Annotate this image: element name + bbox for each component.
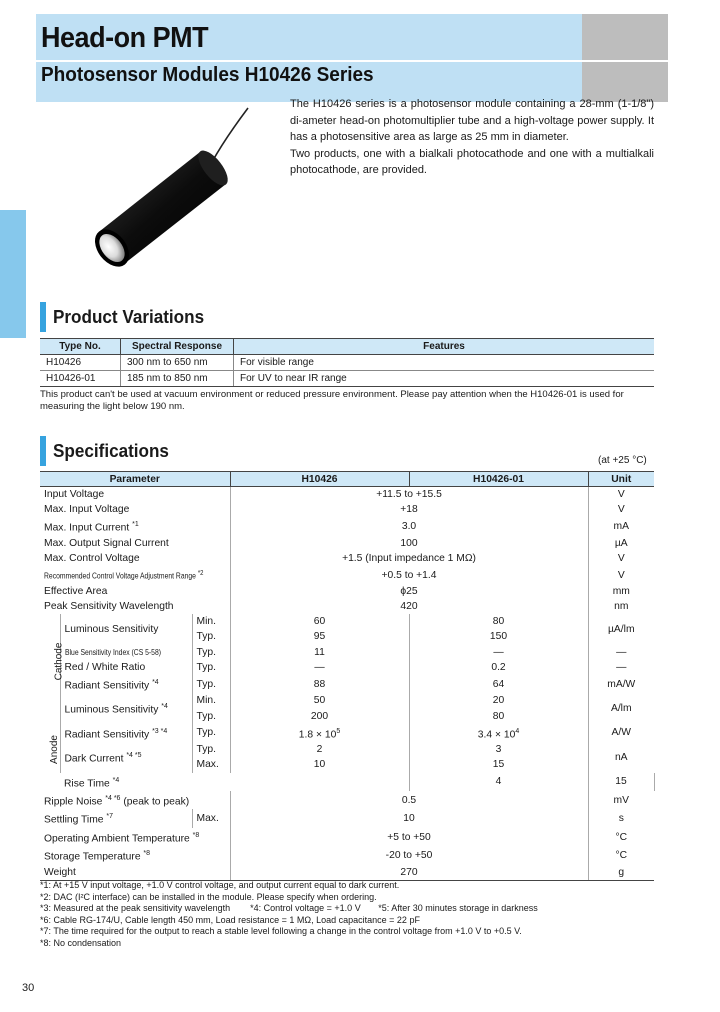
param-unit: V	[588, 487, 654, 503]
param-value: +18	[230, 502, 588, 517]
table-row	[40, 724, 654, 742]
param-label: Rise Time $^{*4}$	[64, 776, 120, 789]
param-unit: g	[588, 865, 654, 881]
table-row	[40, 599, 654, 614]
typ-qualifier: Typ.	[192, 742, 230, 757]
col-parameter: Parameter	[40, 472, 230, 487]
value-h10426-01: 15	[588, 773, 654, 791]
value-h10426-01: 0.2	[409, 660, 588, 675]
product-photo	[40, 104, 275, 284]
table-row	[40, 517, 654, 535]
intro-paragraph-2: Two products, one with a bialkali photocathode and one with a multialkali photocathode, are provided.	[290, 147, 654, 177]
value-h10426-01: $3.4 \times 10^4$	[409, 724, 588, 742]
footnote-3: *3: Measured at the peak sensitivity wavelength	[40, 903, 231, 914]
col-spectral-response: Spectral Response	[121, 339, 234, 355]
param-value: +0.5 to +1.4	[230, 566, 588, 584]
table-row	[40, 828, 654, 846]
col-unit: Unit	[588, 472, 654, 487]
param-unit: —	[588, 645, 654, 660]
typ-qualifier: Typ.	[192, 629, 230, 644]
value-h10426: 11	[230, 645, 409, 660]
page-title: Head-on PMT	[41, 22, 209, 54]
value-h10426-01: —	[409, 645, 588, 660]
param-label: Peak Sensitivity Wavelength	[44, 601, 174, 613]
param-unit: µA/lm	[588, 614, 654, 644]
specifications-heading: Specifications	[40, 436, 175, 466]
cathode-group-label: Cathode	[53, 642, 65, 681]
param-value: 0.5	[230, 791, 588, 809]
param-value: +5 to +50	[230, 828, 588, 846]
param-unit: °C	[588, 846, 654, 864]
side-tab	[0, 210, 26, 338]
table-row	[40, 675, 654, 693]
table-row	[40, 693, 654, 708]
value-h10426-01: 15	[409, 757, 588, 772]
table-row	[40, 791, 654, 809]
table-row	[40, 551, 654, 566]
param-unit: µA	[588, 536, 654, 551]
table-row	[40, 355, 654, 371]
heading-accent-bar	[40, 302, 46, 332]
param-label: Settling Time $^{*7}$	[44, 813, 114, 826]
param-value: +1.5 (Input impedance 1 MΩ)	[230, 551, 588, 566]
footnotes	[40, 880, 660, 950]
typ-qualifier: Typ.	[192, 709, 230, 724]
value-h10426: 88	[230, 675, 409, 693]
cathode-radiant-label: Radiant Sensitivity $^{*4}$	[60, 675, 192, 693]
intro-paragraph-1: The H10426 series is a photosensor module containing a 28-mm (1-1/8") di-ameter head-on photomultiplier tube and a high-voltage power supply. It has a photosensitive area as large as 25 mm in diameter.	[290, 98, 654, 144]
param-unit: mm	[588, 584, 654, 599]
heading-accent-bar	[40, 436, 46, 466]
max-qualifier: Max.	[192, 757, 230, 772]
param-value: 270	[230, 865, 588, 881]
param-value: 10	[230, 809, 588, 827]
footnote-5: *5: After 30 minutes storage in darkness	[378, 903, 538, 914]
red-white-label: Red / White Ratio	[60, 660, 192, 675]
anode-group-label: Anode	[48, 735, 60, 765]
value-h10426: $1.8 \times 10^5$	[230, 724, 409, 742]
param-unit: nA	[588, 742, 654, 772]
type-no-cell: H10426-01	[40, 371, 121, 387]
typ-qualifier: Typ.	[192, 645, 230, 660]
footnote-4: *4: Control voltage = +1.0 V	[250, 903, 361, 914]
param-unit: V	[588, 502, 654, 517]
param-unit: mV	[588, 791, 654, 809]
param-unit: —	[588, 660, 654, 675]
blue-index-label: Blue Sensitivity Index (CS 5-58)	[60, 645, 192, 660]
param-unit: nm	[588, 599, 654, 614]
param-unit: A/lm	[588, 693, 654, 723]
param-label: Ripple Noise $^{*4 *6}$ (peak to peak)	[44, 794, 190, 808]
typ-qualifier: Typ.	[192, 660, 230, 675]
table-row	[40, 584, 654, 599]
spectral-cell: 185 nm to 850 nm	[121, 371, 234, 387]
footnote-8: *8: No condensation	[40, 937, 122, 948]
table-row	[40, 536, 654, 551]
value-h10426-01: 80	[409, 614, 588, 629]
specifications-table	[40, 471, 654, 881]
param-unit: V	[588, 551, 654, 566]
value-h10426-01: 3	[409, 742, 588, 757]
value-h10426-01: 20	[409, 693, 588, 708]
param-label: Max. Control Voltage	[44, 553, 140, 565]
param-unit: s	[588, 809, 654, 827]
table-row	[40, 809, 654, 827]
table-row	[40, 742, 654, 757]
table-row	[40, 614, 654, 629]
type-no-cell: H10426	[40, 355, 121, 371]
param-label: Effective Area	[44, 585, 108, 597]
max-qualifier: Max.	[192, 809, 230, 827]
cathode-luminous-label: Luminous Sensitivity	[60, 614, 192, 644]
table-row	[40, 371, 654, 387]
features-cell: For visible range	[234, 355, 655, 371]
footnote-2: *2: DAC (I²C interface) can be installed in the module. Please specify when ordering.	[40, 891, 377, 902]
param-label: Max. Input Current $^{*1}$	[44, 521, 139, 534]
value-h10426: 4	[409, 773, 588, 791]
param-label: Storage Temperature $^{*8}$	[44, 850, 151, 863]
value-h10426: 60	[230, 614, 409, 629]
value-h10426: 200	[230, 709, 409, 724]
value-h10426-01: 64	[409, 675, 588, 693]
value-h10426: 95	[230, 629, 409, 644]
variations-note: This product can't be used at vacuum environment or reduced pressure environment. Please pay attention when the H10426-01 is used for measuring the light below 190 nm.	[40, 389, 624, 412]
intro-text	[290, 96, 654, 179]
features-cell: For UV to near IR range	[234, 371, 655, 387]
footnote-row-3-5	[40, 903, 660, 915]
value-h10426: —	[230, 660, 409, 675]
typ-qualifier: Typ.	[192, 724, 230, 742]
value-h10426: 10	[230, 757, 409, 772]
table-row	[40, 773, 654, 791]
typ-qualifier: Typ.	[192, 675, 230, 693]
table-row	[40, 660, 654, 675]
param-unit: V	[588, 566, 654, 584]
page-number: 30	[22, 982, 35, 994]
param-value: -20 to +50	[230, 846, 588, 864]
param-label: Max. Output Signal Current	[44, 537, 169, 549]
min-qualifier: Min.	[192, 614, 230, 629]
col-features: Features	[234, 339, 655, 355]
col-h10426: H10426	[230, 472, 409, 487]
temperature-condition: (at +25 °C)	[598, 455, 647, 466]
param-value: ϕ25	[230, 584, 588, 599]
value-h10426: 2	[230, 742, 409, 757]
param-unit: °C	[588, 828, 654, 846]
footnote-6: *6: Cable RG-174/U, Cable length 450 mm, Load resistance = 1 MΩ, Load capacitance = 22 pF	[40, 914, 420, 925]
footnote-1: *1: At +15 V input voltage, +1.0 V control voltage, and output current equal to dark current.	[40, 880, 400, 890]
col-h10426-01: H10426-01	[409, 472, 588, 487]
anode-luminous-label: Luminous Sensitivity $^{*4}$	[60, 693, 192, 723]
param-value: 3.0	[230, 517, 588, 535]
param-label: Recommended Control Voltage Adjustment Range $^{*2}$	[44, 570, 204, 581]
param-label: Operating Ambient Temperature $^{*8}$	[44, 831, 200, 845]
table-row	[40, 645, 654, 660]
param-label: Input Voltage	[44, 489, 105, 501]
spectral-cell: 300 nm to 650 nm	[121, 355, 234, 371]
variations-table	[40, 338, 654, 387]
param-unit: mA	[588, 517, 654, 535]
param-unit: A/W	[588, 724, 654, 742]
param-label: Max. Input Voltage	[44, 504, 130, 516]
min-qualifier: Min.	[192, 693, 230, 708]
table-row	[40, 846, 654, 864]
param-value: 420	[230, 599, 588, 614]
param-unit: mA/W	[588, 675, 654, 693]
header-divider	[36, 60, 668, 62]
value-h10426-01: 150	[409, 629, 588, 644]
param-value: 100	[230, 536, 588, 551]
spec-header-row	[40, 472, 654, 487]
table-row	[40, 487, 654, 503]
table-row	[40, 865, 654, 881]
value-h10426: 50	[230, 693, 409, 708]
table-row	[40, 502, 654, 517]
dark-current-label: Dark Current $^{*4 *5}$	[60, 742, 192, 772]
page-subtitle: Photosensor Modules H10426 Series	[41, 64, 374, 86]
col-type-no: Type No.	[40, 339, 121, 355]
value-h10426-01: 80	[409, 709, 588, 724]
header-gray-block	[582, 14, 668, 102]
variations-header-row	[40, 339, 654, 355]
table-row	[40, 566, 654, 584]
param-value: +11.5 to +15.5	[230, 487, 588, 503]
footnote-7: *7: The time required for the output to reach a stable level following a change in the control voltage from +1.0 V to +0.5 V.	[40, 926, 522, 937]
param-label: Weight	[40, 865, 230, 881]
anode-radiant-label: Radiant Sensitivity $^{*3 *4}$	[60, 724, 192, 742]
product-variations-heading: Product Variations	[40, 302, 212, 332]
